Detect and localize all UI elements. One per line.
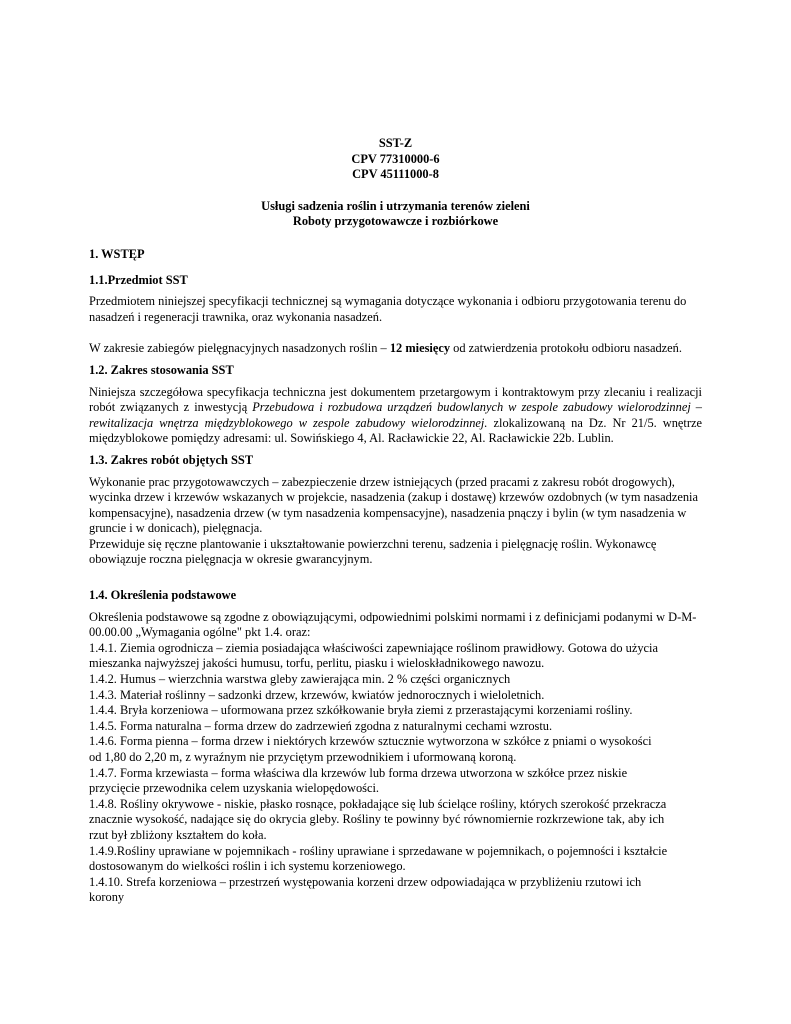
section-1-3-heading: 1.3. Zakres robót objętych SST — [89, 452, 254, 467]
section-1-1-paragraph-1: Przedmiotem niniejszej specyfikacji technicznej są wymagania dotyczące wykonania i odbioru przygotowania terenu do nasadzeń i regeneracji trawnika, oraz wykonania nasadzeń. — [89, 294, 687, 324]
doc-title-2: Roboty przygotowawcze i rozbiórkowe — [292, 214, 499, 229]
doc-code: SST-Z — [378, 136, 413, 150]
section-1-3-paragraph-1: Wykonanie prac przygotowawczych – zabezpieczenie drzew istniejących (przed pracami z zakresu robót drogowych), wycinka drzew i krzewów wskazanych w projekcie, nasadzenia (zakup i dostawę) krzewów ozdobnych (w tym nasadzenia kompensacyjne), nasadzenia drzew (w tym nasadzenia kompensacyjne), nasadzenia pnączy i bylin (w tym nasadzenia w gruncie i w donicach), pielęgnacja. — [89, 474, 698, 536]
cpv-code-1: CPV 77310000-6 — [351, 151, 440, 166]
section-1-2-heading: 1.2. Zakres stosowania SST — [89, 362, 234, 377]
definition-item-9: 1.4.9.Rośliny uprawiane w pojemnikach - rośliny uprawiane i sprzedawane w pojemnikach, o pojemności i kształcie dostosowanym do wielkości roślin i ich systemu korzeniowego. — [89, 843, 668, 874]
section-1-1-p2-bold: 12 miesięcy — [389, 341, 451, 356]
section-1-2-text-b: zlokalizowaną na Dz. Nr 21/5. wnętrze międzyblokowe pomiędzy adresami: ul. Sowińskiego 4, Al. Racławickie 22, Al. Racławickie 22b. Lublin. — [89, 415, 702, 446]
definition-item-1: 1.4.1. Ziemia ogrodnicza – ziemia posiadająca właściwości zapewniające roślinom prawidłowy. Gotowa do użycia mieszanka najwyższej jakości humusu, torfu, perlitu, piasku i wieloskładnikowego nawozu. — [89, 640, 658, 671]
definition-item-3: 1.4.3. Materiał roślinny – sadzonki drzew, krzewów, kwiatów jednorocznych i wieloletnich. — [89, 687, 545, 702]
document-page — [89, 136, 702, 906]
doc-title-1: Usługi sadzenia roślin i utrzymania terenów zieleni — [261, 198, 530, 213]
section-1-4-intro: Określenia podstawowe są zgodne z obowiązującymi, odpowiednimi polskimi normami i z definicjami podanymi w D-M-00.00.00 „Wymagania ogólne" pkt 1.4. oraz: — [89, 609, 697, 640]
definition-item-2: 1.4.2. Humus – wierzchnia warstwa gleby zawierająca min. 2 % części organicznych — [89, 672, 511, 687]
definition-item-8: 1.4.8. Rośliny okrywowe - niskie, płasko rosnące, pokładające się lub ścielące rośliny, których szerokość przekracza znacznie wysokość, nadające się do okrycia gleby. Rośliny te powinny być równomiernie rozkrzewione tak, aby ich rzut był zbliżony kształtem do koła. — [89, 796, 667, 842]
section-1-2-text-a: Niniejsza szczegółowa specyfikacja techniczna jest dokumentem przetargowym i kontraktowym przy zlecaniu i realizacji robót związanych z inwestycją — [89, 384, 702, 415]
section-1-2-italic: Przebudowa i rozbudowa urządzeń budowlanych w zespole zabudowy wielorodzinnej – rewitalizacja wnętrza międzyblokowego w zespole zabudowy wielorodzinnej. — [89, 400, 702, 430]
section-1-4-heading: 1.4. Określenia podstawowe — [89, 588, 237, 603]
section-1-1-p2-text-b: od zatwierdzenia protokołu odbioru nasadzeń. — [450, 341, 682, 356]
definition-item-10: 1.4.10. Strefa korzeniowa – przestrzeń występowania korzeni drzew odpowiadająca w przybliżeniu rzutowi ich korony — [89, 874, 642, 905]
definition-item-7: 1.4.7. Forma krzewiasta – forma właściwa dla krzewów lub forma drzewa utworzona w szkółce przez niskie przycięcie przewodnika celem uzyskania wielopędowości. — [89, 765, 628, 796]
section-1-1-p2-text-a: W zakresie zabiegów pielęgnacyjnych nasadzonych roślin – — [89, 341, 390, 356]
definition-item-4: 1.4.4. Bryła korzeniowa – uformowana przez szkółkowanie bryła ziemi z przerastającymi korzeniami rośliny. — [89, 703, 633, 718]
section-1-3-paragraph-2: Przewiduje się ręczne plantowanie i ukształtowanie powierzchni terenu, sadzenia i pielęgnację roślin. Wykonawcę obowiązuje roczna pielęgnacja w okresie gwarancyjnym. — [89, 536, 657, 567]
definition-item-6: 1.4.6. Forma pienna – forma drzew i niektórych krzewów sztucznie wytworzona w szkółce z pniami o wysokości od 1,80 do 2,20 m, z wyraźnym nie przyciętym przewodnikiem i uformowaną koroną. — [89, 734, 652, 764]
section-1-heading: 1. WSTĘP — [89, 246, 145, 261]
cpv-code-2: CPV 45111000-8 — [352, 167, 439, 182]
section-1-2-paragraph — [89, 385, 702, 447]
section-1-1-heading: 1.1.Przedmiot SST — [89, 272, 188, 287]
definition-item-5: 1.4.5. Forma naturalna – forma drzew do zadrzewień zgodna z naturalnymi cechami wzrostu. — [89, 718, 553, 733]
section-1-1-paragraph-2 — [89, 341, 689, 357]
